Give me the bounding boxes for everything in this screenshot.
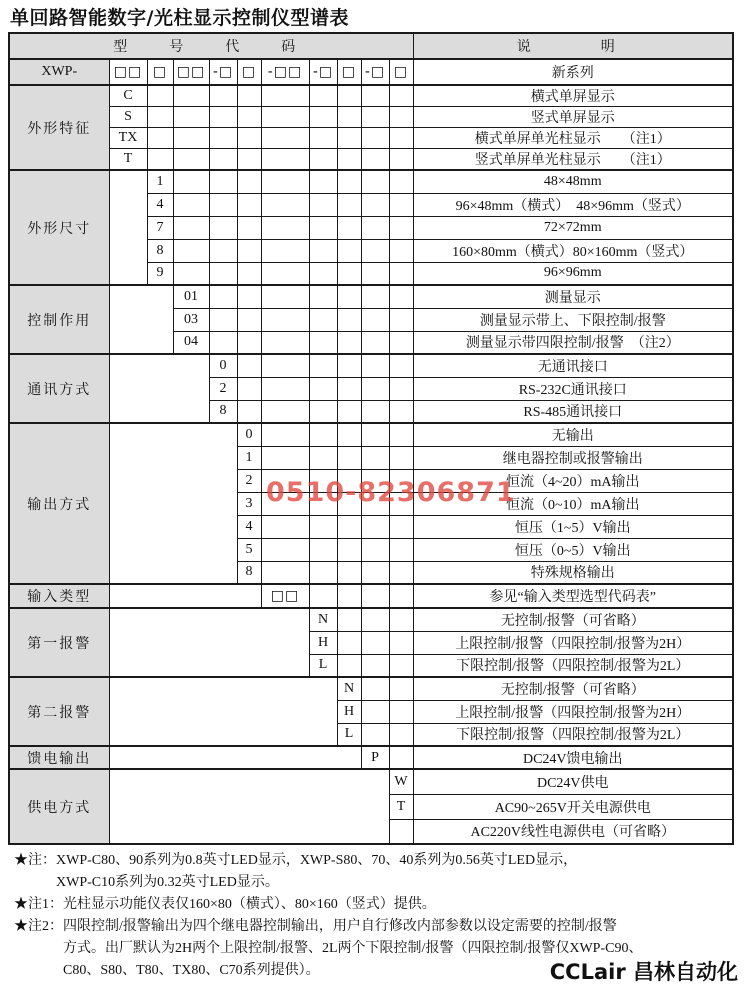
description-cell: AC220V线性电源供电（可省略） xyxy=(413,819,733,844)
description-cell: 横式单屏显示 xyxy=(413,85,733,107)
grid-cell xyxy=(309,446,337,469)
grid-cell xyxy=(237,239,261,262)
grid-cell xyxy=(173,239,209,262)
code-box-cell: □□ xyxy=(261,584,309,608)
grid-cell xyxy=(173,262,209,285)
merged-blank-cell xyxy=(109,285,173,354)
description-cell: 上限控制/报警（四限控制/报警为2H） xyxy=(413,700,733,723)
code-box-cell: □□ xyxy=(109,59,147,85)
description-cell: 恒压（1~5）V输出 xyxy=(413,515,733,538)
grid-cell xyxy=(309,400,337,423)
grid-cell xyxy=(389,654,413,677)
grid-cell xyxy=(309,515,337,538)
code-cell: 5 xyxy=(237,538,261,561)
grid-cell xyxy=(237,308,261,331)
footnote-line: XWP-C80、90系列为0.8英寸LED显示，XWP-S80、70、40系列为0.56英寸LED显示， xyxy=(56,853,578,868)
code-cell: 8 xyxy=(209,400,237,423)
description-cell: DC24V馈电输出 xyxy=(413,746,733,769)
grid-cell xyxy=(361,446,389,469)
code-cell: 3 xyxy=(237,492,261,515)
code-cell: 03 xyxy=(173,308,209,331)
grid-cell xyxy=(261,423,309,446)
grid-cell xyxy=(309,170,337,193)
grid-cell xyxy=(337,239,361,262)
description-cell: 恒流（4~20）mA输出 xyxy=(413,469,733,492)
grid-cell xyxy=(361,400,389,423)
code-cell: L xyxy=(309,654,337,677)
footnote-line: 光柱显示功能仪表仅160×80（横式）、80×160（竖式）提供。 xyxy=(63,897,436,912)
grid-cell xyxy=(337,262,361,285)
grid-cell xyxy=(237,285,261,308)
grid-cell xyxy=(173,170,209,193)
grid-cell xyxy=(389,400,413,423)
description-cell: 竖式单屏单光柱显示 （注1） xyxy=(413,149,733,171)
grid-cell xyxy=(361,538,389,561)
grid-cell xyxy=(173,107,209,128)
code-cell: 4 xyxy=(147,193,173,216)
grid-cell xyxy=(389,584,413,608)
section-label-comm: 通讯方式 xyxy=(9,354,109,423)
model-prefix: XWP- xyxy=(9,59,109,85)
grid-cell xyxy=(309,354,337,377)
grid-cell xyxy=(389,631,413,654)
section-label-feed: 馈电输出 xyxy=(9,746,109,769)
grid-cell xyxy=(261,400,309,423)
description-cell: 160×80mm（横式）80×160mm（竖式） xyxy=(413,239,733,262)
grid-cell xyxy=(389,308,413,331)
description-cell: 新系列 xyxy=(413,59,733,85)
grid-cell xyxy=(337,354,361,377)
code-box-cell: -□ xyxy=(309,59,337,85)
code-cell: T xyxy=(109,149,147,171)
footnote-note xyxy=(14,850,740,894)
grid-cell xyxy=(261,262,309,285)
code-box-cell: □ xyxy=(237,59,261,85)
grid-cell xyxy=(389,239,413,262)
merged-blank-cell xyxy=(109,769,389,844)
grid-cell xyxy=(261,193,309,216)
grid-cell xyxy=(237,85,261,107)
grid-cell xyxy=(337,584,361,608)
grid-cell xyxy=(237,128,261,149)
grid-cell xyxy=(237,262,261,285)
grid-cell xyxy=(147,85,173,107)
grid-cell xyxy=(309,216,337,239)
grid-cell xyxy=(337,285,361,308)
grid-cell xyxy=(361,170,389,193)
grid-cell xyxy=(309,85,337,107)
grid-cell xyxy=(337,400,361,423)
grid-cell xyxy=(209,170,237,193)
description-cell: 48×48mm xyxy=(413,170,733,193)
grid-cell xyxy=(389,331,413,354)
code-cell: 0 xyxy=(209,354,237,377)
code-box-cell: □□ xyxy=(173,59,209,85)
section-label-control: 控制作用 xyxy=(9,285,109,354)
code-cell: P xyxy=(361,746,389,769)
grid-cell xyxy=(389,723,413,746)
section-label-alarm1: 第一报警 xyxy=(9,608,109,677)
grid-cell xyxy=(337,446,361,469)
grid-cell xyxy=(309,584,337,608)
code-box-cell: □ xyxy=(337,59,361,85)
grid-cell xyxy=(261,85,309,107)
code-cell: 04 xyxy=(173,331,209,354)
grid-cell xyxy=(361,85,389,107)
code-box-cell: -□ xyxy=(209,59,237,85)
merged-blank-cell xyxy=(109,170,147,285)
grid-cell xyxy=(209,107,237,128)
grid-cell xyxy=(389,354,413,377)
grid-cell xyxy=(389,423,413,446)
grid-cell xyxy=(361,584,389,608)
grid-cell xyxy=(309,308,337,331)
merged-blank-cell xyxy=(109,746,361,769)
description-cell: 无通讯接口 xyxy=(413,354,733,377)
code-box-cell: -□□ xyxy=(261,59,309,85)
grid-cell xyxy=(389,170,413,193)
grid-cell xyxy=(309,331,337,354)
column-header-model-code: 型 号 代 码 xyxy=(9,33,413,59)
description-cell: 无控制/报警（可省略） xyxy=(413,677,733,700)
grid-cell xyxy=(309,107,337,128)
grid-cell xyxy=(209,262,237,285)
grid-cell xyxy=(261,354,309,377)
grid-cell xyxy=(389,216,413,239)
description-cell: 96×96mm xyxy=(413,262,733,285)
footnote-marker: ★注2： xyxy=(14,919,63,934)
merged-blank-cell xyxy=(109,423,237,584)
grid-cell xyxy=(361,128,389,149)
grid-cell xyxy=(361,700,389,723)
grid-cell xyxy=(389,700,413,723)
grid-cell xyxy=(261,515,309,538)
description-cell: 恒流（0~10）mA输出 xyxy=(413,492,733,515)
grid-cell xyxy=(147,128,173,149)
grid-cell xyxy=(209,85,237,107)
merged-blank-cell xyxy=(109,608,309,677)
grid-cell xyxy=(361,354,389,377)
description-cell: 继电器控制或报警输出 xyxy=(413,446,733,469)
grid-cell xyxy=(361,331,389,354)
code-cell: 0 xyxy=(237,423,261,446)
grid-cell xyxy=(309,423,337,446)
description-cell: 测量显示带上、下限控制/报警 xyxy=(413,308,733,331)
code-cell: H xyxy=(309,631,337,654)
grid-cell xyxy=(361,608,389,631)
section-label-size: 外形尺寸 xyxy=(9,170,109,285)
grid-cell xyxy=(173,193,209,216)
grid-cell xyxy=(361,515,389,538)
code-cell: T xyxy=(389,794,413,819)
code-cell: 1 xyxy=(237,446,261,469)
model-selection-table xyxy=(8,32,734,845)
grid-cell xyxy=(261,107,309,128)
grid-cell xyxy=(361,423,389,446)
code-cell: L xyxy=(337,723,361,746)
grid-cell xyxy=(337,561,361,584)
grid-cell xyxy=(309,262,337,285)
code-cell: 01 xyxy=(173,285,209,308)
description-cell: 恒压（0~5）V输出 xyxy=(413,538,733,561)
grid-cell xyxy=(361,193,389,216)
code-cell: 2 xyxy=(237,469,261,492)
grid-cell xyxy=(361,377,389,400)
grid-cell xyxy=(261,561,309,584)
grid-cell xyxy=(237,149,261,171)
grid-cell xyxy=(337,423,361,446)
code-cell: C xyxy=(109,85,147,107)
code-cell: 8 xyxy=(237,561,261,584)
code-cell: H xyxy=(337,700,361,723)
footnote-note1 xyxy=(14,894,740,916)
description-cell: 参见“输入类型选型代码表” xyxy=(413,584,733,608)
grid-cell xyxy=(309,193,337,216)
grid-cell xyxy=(309,377,337,400)
grid-cell xyxy=(237,377,261,400)
grid-cell xyxy=(389,107,413,128)
grid-cell xyxy=(337,128,361,149)
grid-cell xyxy=(389,285,413,308)
grid-cell xyxy=(237,216,261,239)
grid-cell xyxy=(261,170,309,193)
section-label-output: 输出方式 xyxy=(9,423,109,584)
grid-cell xyxy=(389,515,413,538)
grid-cell xyxy=(361,631,389,654)
code-cell: 2 xyxy=(209,377,237,400)
code-cell: 4 xyxy=(237,515,261,538)
grid-cell xyxy=(361,654,389,677)
code-cell: 9 xyxy=(147,262,173,285)
grid-cell xyxy=(389,446,413,469)
grid-cell xyxy=(361,561,389,584)
grid-cell xyxy=(261,538,309,561)
grid-cell xyxy=(309,538,337,561)
grid-cell xyxy=(261,216,309,239)
footnote-line: 方式。出厂默认为2H两个上限控制/报警、2L两个下限控制/报警（四限控制/报警仅XWP-C90、 xyxy=(63,941,643,956)
grid-cell xyxy=(337,538,361,561)
description-cell: RS-232C通讯接口 xyxy=(413,377,733,400)
grid-cell xyxy=(361,107,389,128)
description-cell: 无输出 xyxy=(413,423,733,446)
grid-cell xyxy=(261,331,309,354)
grid-cell xyxy=(209,149,237,171)
code-cell xyxy=(389,819,413,844)
grid-cell xyxy=(389,85,413,107)
page-title: 单回路智能数字/光柱显示控制仪型谱表 xyxy=(10,7,349,29)
grid-cell xyxy=(361,216,389,239)
description-cell: RS-485通讯接口 xyxy=(413,400,733,423)
description-cell: 测量显示 xyxy=(413,285,733,308)
code-cell: N xyxy=(337,677,361,700)
grid-cell xyxy=(337,308,361,331)
description-cell: DC24V供电 xyxy=(413,769,733,794)
grid-cell xyxy=(261,149,309,171)
grid-cell xyxy=(337,631,361,654)
grid-cell xyxy=(237,107,261,128)
code-box-cell: □ xyxy=(147,59,173,85)
description-cell: 96×48mm（横式） 48×96mm（竖式） xyxy=(413,193,733,216)
grid-cell xyxy=(261,377,309,400)
grid-cell xyxy=(361,677,389,700)
grid-cell xyxy=(337,515,361,538)
description-cell: AC90~265V开关电源供电 xyxy=(413,794,733,819)
description-cell: 竖式单屏显示 xyxy=(413,107,733,128)
phone-watermark: 0510-82306871 xyxy=(266,477,516,508)
grid-cell xyxy=(209,193,237,216)
description-cell: 上限控制/报警（四限控制/报警为2H） xyxy=(413,631,733,654)
grid-cell xyxy=(261,128,309,149)
footnote-line: C80、S80、T80、TX80、C70系列提供）。 xyxy=(63,963,320,978)
grid-cell xyxy=(309,285,337,308)
grid-cell xyxy=(309,128,337,149)
grid-cell xyxy=(337,377,361,400)
grid-cell xyxy=(389,377,413,400)
grid-cell xyxy=(209,216,237,239)
grid-cell xyxy=(237,170,261,193)
code-cell: 1 xyxy=(147,170,173,193)
grid-cell xyxy=(173,128,209,149)
grid-cell xyxy=(389,193,413,216)
grid-cell xyxy=(337,85,361,107)
grid-cell xyxy=(361,239,389,262)
section-label-input-type: 输入类型 xyxy=(9,584,109,608)
grid-cell xyxy=(361,308,389,331)
grid-cell xyxy=(389,561,413,584)
company-logo: CCLair 昌林自动化 xyxy=(549,960,738,984)
grid-cell xyxy=(337,331,361,354)
merged-blank-cell xyxy=(109,354,209,423)
grid-cell xyxy=(389,677,413,700)
grid-cell xyxy=(237,193,261,216)
footnote-marker: ★注： xyxy=(14,853,56,868)
grid-cell xyxy=(337,149,361,171)
grid-cell xyxy=(337,193,361,216)
grid-cell xyxy=(389,538,413,561)
grid-cell xyxy=(361,285,389,308)
grid-cell xyxy=(309,239,337,262)
grid-cell xyxy=(361,262,389,285)
grid-cell xyxy=(237,331,261,354)
grid-cell xyxy=(361,723,389,746)
grid-cell xyxy=(309,561,337,584)
grid-cell xyxy=(261,446,309,469)
grid-cell xyxy=(209,285,237,308)
grid-cell xyxy=(209,308,237,331)
grid-cell xyxy=(209,239,237,262)
grid-cell xyxy=(389,262,413,285)
grid-cell xyxy=(173,85,209,107)
code-cell: W xyxy=(389,769,413,794)
code-cell: 7 xyxy=(147,216,173,239)
code-box-cell: □ xyxy=(389,59,413,85)
description-cell: 横式单屏单光柱显示 （注1） xyxy=(413,128,733,149)
grid-cell xyxy=(237,354,261,377)
grid-cell xyxy=(337,170,361,193)
description-cell: 下限控制/报警（四限控制/报警为2L） xyxy=(413,654,733,677)
grid-cell xyxy=(261,308,309,331)
grid-cell xyxy=(261,239,309,262)
section-label-alarm2: 第二报警 xyxy=(9,677,109,746)
grid-cell xyxy=(209,128,237,149)
code-cell: S xyxy=(109,107,147,128)
description-cell: 72×72mm xyxy=(413,216,733,239)
footnote-line: XWP-C10系列为0.32英寸LED显示。 xyxy=(56,875,279,890)
footnote-marker: ★注1： xyxy=(14,897,63,912)
description-cell: 无控制/报警（可省略） xyxy=(413,608,733,631)
merged-blank-cell xyxy=(109,584,261,608)
grid-cell xyxy=(173,216,209,239)
grid-cell xyxy=(389,149,413,171)
footnote-line: 四限控制/报警输出为四个继电器控制输出，用户自行修改内部参数以设定需要的控制/报警 xyxy=(63,919,617,934)
section-label-shape: 外形特征 xyxy=(9,85,109,170)
grid-cell xyxy=(237,400,261,423)
merged-blank-cell xyxy=(109,677,337,746)
grid-cell xyxy=(261,285,309,308)
grid-cell xyxy=(337,654,361,677)
grid-cell xyxy=(389,608,413,631)
description-cell: 下限控制/报警（四限控制/报警为2L） xyxy=(413,723,733,746)
grid-cell xyxy=(361,149,389,171)
grid-cell xyxy=(337,216,361,239)
description-cell: 特殊规格输出 xyxy=(413,561,733,584)
code-box-cell: -□ xyxy=(361,59,389,85)
code-cell: N xyxy=(309,608,337,631)
grid-cell xyxy=(337,608,361,631)
grid-cell xyxy=(173,149,209,171)
section-label-power: 供电方式 xyxy=(9,769,109,844)
code-cell: TX xyxy=(109,128,147,149)
grid-cell xyxy=(337,107,361,128)
grid-cell xyxy=(389,746,413,769)
grid-cell xyxy=(147,149,173,171)
grid-cell xyxy=(147,107,173,128)
grid-cell xyxy=(309,149,337,171)
grid-cell xyxy=(389,128,413,149)
grid-cell xyxy=(209,331,237,354)
description-cell: 测量显示带四限控制/报警 （注2） xyxy=(413,331,733,354)
column-header-description: 说 明 xyxy=(413,33,733,59)
code-cell: 8 xyxy=(147,239,173,262)
